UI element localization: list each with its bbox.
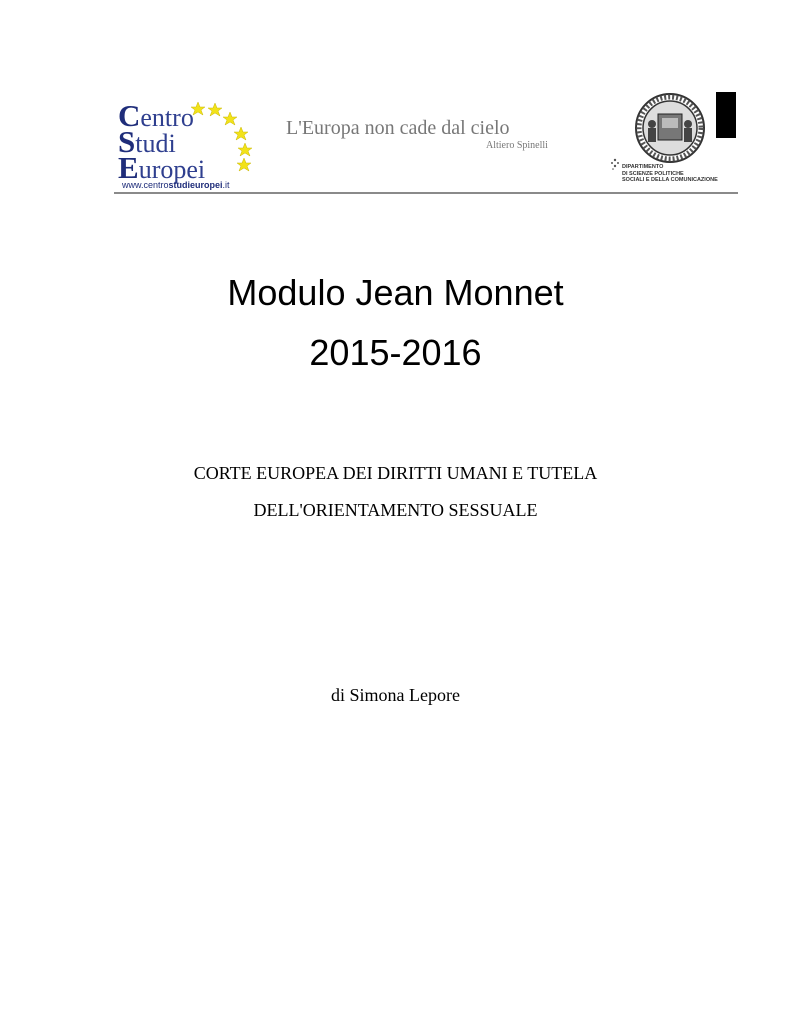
header-banner — [114, 92, 738, 194]
academic-year: 2015-2016 — [309, 332, 482, 373]
motto: L'Europa non cade dal cielo — [286, 117, 510, 139]
page-title: Modulo Jean Monnet — [227, 272, 564, 313]
eu-stars-icon — [188, 100, 268, 180]
subtitle-line-2: DELL'ORIENTAMENTO SESSUALE — [253, 500, 538, 520]
department-logo: DIPARTIMENTO DI SCIENZE POLITICHE SOCIALI E DELLA COMUNICAZIONE — [610, 156, 738, 190]
subtitle-line-1: CORTE EUROPEA DEI DIRITTI UMANI E TUTELA — [193, 463, 598, 483]
motto-author: Altiero Spinelli — [486, 140, 548, 151]
decorative-bar — [716, 92, 736, 138]
centro-studi-europei-logo: Centro Studi Europei www.centrostudieuropei.it — [118, 100, 268, 188]
university-seal-icon — [630, 92, 710, 164]
author: di Simona Lepore — [331, 685, 460, 705]
department-emblem-icon — [610, 158, 620, 170]
